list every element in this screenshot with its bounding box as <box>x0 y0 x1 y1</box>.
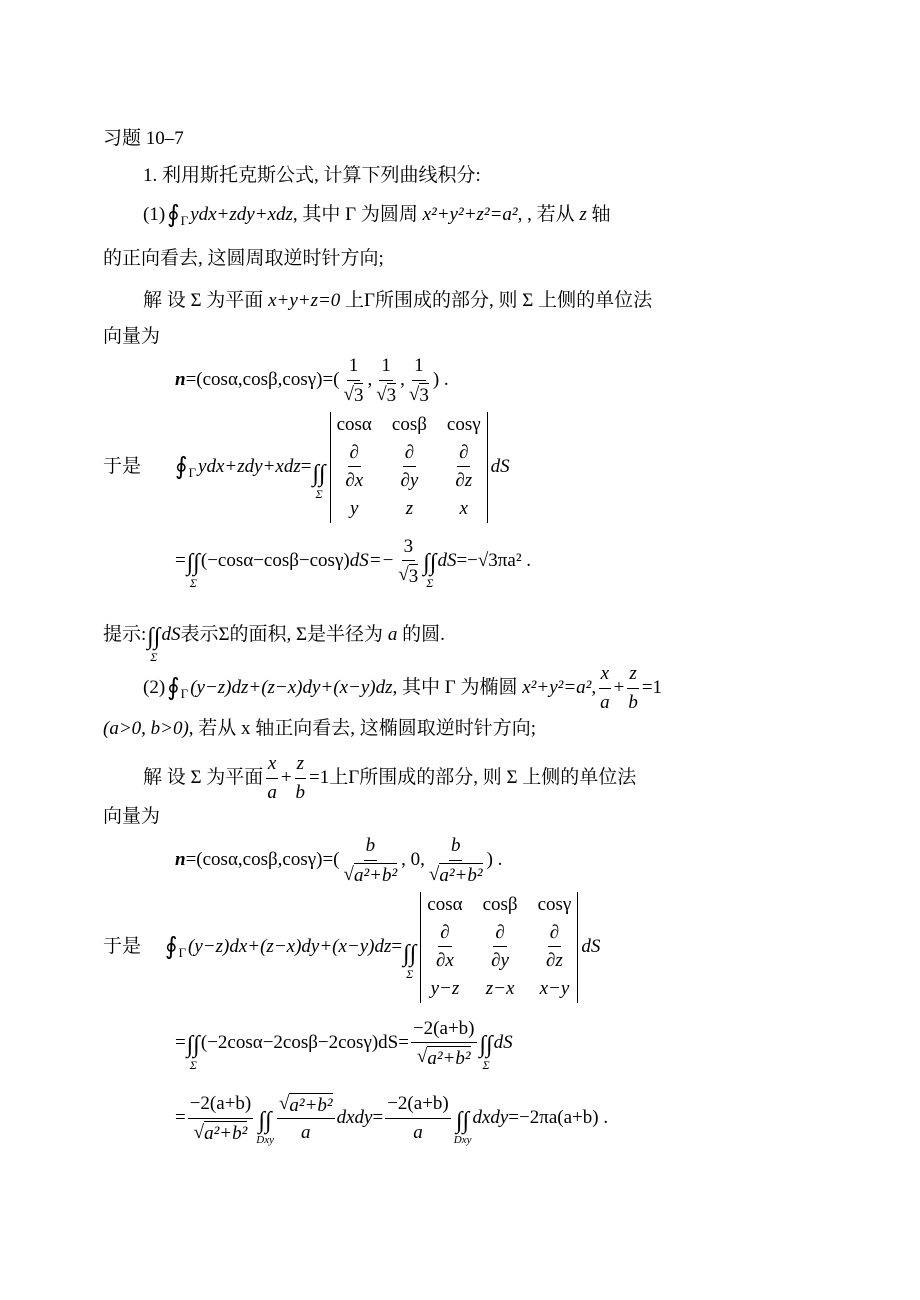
math-token: x−y <box>539 978 570 1000</box>
math-token: a²+b² <box>427 1047 471 1069</box>
dS: dS <box>490 456 510 478</box>
math-token: a²+b² <box>204 1123 248 1145</box>
solution-1 <box>143 290 652 313</box>
double-integral <box>187 550 200 591</box>
ellipse-equation: x²+y²=a², <box>522 677 597 699</box>
fraction <box>626 662 640 715</box>
integrand: (y−z)dx+(z−x)dy+(x−y)dz <box>188 936 392 958</box>
math-token: dxdy <box>472 1107 509 1129</box>
math-token: √ <box>398 564 409 586</box>
fraction <box>342 834 400 887</box>
math-token: b <box>364 834 378 861</box>
math-token: dS <box>581 936 601 958</box>
problem-2-line2 <box>103 718 536 741</box>
math-token: Γ <box>180 686 189 702</box>
math-token: Γ <box>188 465 197 481</box>
fraction <box>453 441 474 494</box>
math-group <box>427 861 485 888</box>
text: (−2cosα−2cosβ−2cosγ)dS= <box>200 1031 409 1053</box>
result-2-step1 <box>175 1014 513 1073</box>
stokes-2 <box>103 892 600 1003</box>
math-token: z <box>627 662 638 689</box>
math-token: 1 <box>379 354 393 381</box>
text: 上Γ所围成的部分, 则 Σ 上侧的单位法 <box>345 290 653 311</box>
math-token: x <box>459 498 468 520</box>
math-token: ∮ <box>167 202 180 228</box>
math-token: −2(a+b) <box>385 1092 451 1119</box>
result-2-step2 <box>175 1090 608 1148</box>
math-group <box>342 381 366 408</box>
fraction <box>427 834 485 887</box>
math-token: x <box>599 662 611 689</box>
math-token: √ <box>416 1046 428 1068</box>
integrand: (y−z)dz+(z−x)dy+(x−y)dz <box>190 677 393 699</box>
math-token: ∫∫ <box>479 1032 493 1058</box>
double-integral <box>423 550 436 591</box>
exercise-title: 习题 10–7 <box>103 128 184 149</box>
n: n <box>175 369 186 391</box>
fraction <box>544 921 565 974</box>
math-token: z <box>295 752 306 779</box>
circle-equation: x²+y²+z²=a² <box>422 203 518 225</box>
text: dS=− <box>349 549 395 571</box>
math-group <box>277 1092 335 1119</box>
math-token: , 0, <box>401 849 425 871</box>
math-token: √ <box>193 1121 205 1143</box>
math-token: =1 <box>641 677 663 699</box>
math-token: ∂x <box>436 950 454 972</box>
math-token: ∮ <box>165 934 178 961</box>
text: ) . <box>432 369 449 391</box>
text: =−√3πa² . <box>456 549 532 571</box>
fraction <box>343 441 365 494</box>
math-token: b <box>628 691 638 713</box>
determinant <box>330 412 488 523</box>
math-token: = <box>372 1107 384 1129</box>
question-1: 1. 利用斯托克斯公式, 计算下列曲线积分: <box>143 165 481 186</box>
math-token: ∂z <box>455 470 473 492</box>
math-token: z <box>405 498 414 520</box>
math-token: Γ <box>180 212 189 228</box>
double-integral <box>312 461 325 502</box>
double-integral <box>187 1032 200 1073</box>
math-token: 3 <box>386 385 397 407</box>
math-token: 1 <box>347 354 361 381</box>
math-token: Dxy <box>453 1134 472 1147</box>
math-token: a <box>301 1121 311 1143</box>
math-token: ∂ <box>438 921 451 948</box>
double-integral <box>454 1108 472 1148</box>
math-token: Σ <box>482 1058 490 1073</box>
fraction <box>265 752 279 805</box>
math-token: √ <box>343 383 354 405</box>
math-token: cosβ <box>391 414 427 435</box>
text: 轴 <box>591 203 611 225</box>
math-token: Σ <box>426 576 434 591</box>
math-token: Σ <box>150 650 158 665</box>
math-token: , <box>400 369 405 391</box>
math-token: √ <box>428 863 440 885</box>
math-token: ∂y <box>491 950 509 972</box>
math-token: a²+b² <box>289 1094 333 1116</box>
text: , 其中 Γ 为椭圆 <box>392 677 518 699</box>
text: (−cosα−cosβ−cosγ) <box>200 549 350 571</box>
math-token: =1 <box>309 767 330 789</box>
solution-2-cont: 向量为 <box>103 806 161 827</box>
normal-vector-1 <box>175 354 449 407</box>
fraction <box>374 354 398 407</box>
text: 表示Σ的面积, Σ是半径为 <box>180 623 384 645</box>
problem-number: (2) <box>143 677 166 699</box>
fraction <box>277 1092 335 1145</box>
math-token: Dxy <box>256 1134 274 1147</box>
plane-equation: x+y+z=0 <box>268 290 341 311</box>
math-token: , <box>367 369 373 391</box>
math-group <box>342 861 400 888</box>
math-token: ∫∫ <box>423 550 437 576</box>
contour-integral <box>165 934 186 960</box>
math-group <box>396 561 420 588</box>
math-token: cosα <box>427 894 463 915</box>
math-token: −2(a+b) <box>411 1017 477 1044</box>
fraction <box>434 921 456 974</box>
math-token: cosγ <box>446 414 481 435</box>
math-token: dS <box>437 549 457 571</box>
math-token: y <box>350 498 359 520</box>
fraction <box>407 354 431 407</box>
math-token: √ <box>343 863 354 885</box>
math-token: ∂z <box>546 950 563 972</box>
math-token: b <box>449 834 463 861</box>
text: , 其中 Γ 为圆周 <box>292 203 418 225</box>
math-token: ∫∫ <box>258 1108 272 1134</box>
hint <box>103 606 445 665</box>
text: =(cosα,cosβ,cosγ)=( <box>185 369 340 391</box>
math-token: ∮ <box>175 454 188 481</box>
math-group <box>407 381 431 408</box>
math-token: Γ <box>178 945 187 961</box>
math-token: b <box>295 781 306 803</box>
math-token: cosα <box>336 414 372 435</box>
math-token: ∂ <box>548 921 561 948</box>
text: 解 设 Σ 为平面 <box>143 290 264 311</box>
math-token: 3 <box>419 385 429 407</box>
double-integral <box>403 941 416 982</box>
contour-integral <box>167 202 188 228</box>
math-token: = <box>175 1107 186 1129</box>
determinant <box>420 892 578 1003</box>
contour-integral <box>167 675 188 701</box>
text: , 若从 x 轴正向看去, 这椭圆取逆时针方向; <box>188 718 537 739</box>
math-token: Σ <box>189 1058 197 1073</box>
fraction <box>398 441 420 494</box>
text: 的圆. <box>402 623 445 645</box>
math-token: a <box>387 623 398 645</box>
solution-2 <box>143 752 636 805</box>
math-token: ∫∫ <box>456 1108 470 1134</box>
normal-vector-2 <box>175 834 502 887</box>
math-token: dxdy <box>336 1107 373 1129</box>
math-token: ∫∫ <box>403 941 417 968</box>
math-group <box>192 1119 250 1146</box>
fraction <box>188 1092 254 1145</box>
math-token: Σ <box>315 487 323 502</box>
fraction <box>489 921 511 974</box>
math-token: √ <box>278 1093 290 1115</box>
contour-integral <box>175 454 196 480</box>
math-token: √ <box>376 383 387 405</box>
double-integral <box>256 1108 274 1148</box>
math-token: + <box>613 677 625 699</box>
math-token: ∂ <box>457 441 470 468</box>
math-token: ∂ <box>403 441 416 468</box>
math-token: dS <box>161 623 181 645</box>
problem-number: (1) <box>143 203 166 225</box>
result-1 <box>175 532 531 591</box>
equals: = <box>300 456 312 478</box>
problem-2-statement <box>143 662 662 715</box>
text: 于是 <box>103 456 142 478</box>
fraction <box>342 354 366 407</box>
math-token: cosβ <box>482 894 518 915</box>
text: 提示: <box>103 623 147 645</box>
var-z: z <box>579 203 587 225</box>
math-token: a²+b² <box>439 865 483 887</box>
math-token: x <box>266 752 278 779</box>
math-token: z−x <box>485 978 515 1000</box>
math-token: 3 <box>402 535 416 562</box>
fraction <box>294 752 308 805</box>
math-token: Σ <box>189 576 197 591</box>
math-token: ∫∫ <box>147 624 161 650</box>
math-token: ∮ <box>167 675 180 702</box>
fraction <box>598 662 612 715</box>
math-token: √ <box>408 383 420 405</box>
math-token: = <box>391 936 403 958</box>
text: 上Γ所围成的部分, 则 Σ 上侧的单位法 <box>329 767 637 789</box>
math-token: a <box>600 691 610 713</box>
integrand: ydx+zdy+xdz <box>198 456 301 478</box>
math-token: ∂x <box>345 470 364 492</box>
math-token: ∫∫ <box>186 1032 200 1058</box>
math-group <box>374 381 398 408</box>
math-token: ∂ <box>493 921 506 948</box>
math-token: + <box>280 767 292 789</box>
solution-1-cont: 向量为 <box>103 326 161 347</box>
math-group <box>415 1043 473 1070</box>
text: 于是 <box>103 936 142 958</box>
math-token: n <box>175 849 186 871</box>
math-token: = <box>175 549 186 571</box>
math-token: ∫∫ <box>312 461 326 488</box>
text: , , 若从 <box>517 203 575 225</box>
math-token: a <box>267 781 277 803</box>
problem-1-line2: 的正向看去, 这圆周取逆时针方向; <box>103 248 384 269</box>
math-token: y−z <box>430 978 460 1000</box>
math-token: = <box>175 1031 186 1053</box>
math-token: 3 <box>353 385 364 407</box>
math-token: a²+b² <box>353 865 398 887</box>
fraction <box>396 535 420 588</box>
math-token: 1 <box>412 354 426 381</box>
math-token: −2(a+b) <box>188 1092 254 1119</box>
math-token: dS <box>493 1031 513 1053</box>
math-token: ∫∫ <box>186 550 200 576</box>
math-token: ) . <box>486 849 503 871</box>
fraction <box>411 1017 477 1070</box>
math-token: ∂ <box>348 441 361 468</box>
condition: (a>0, b>0) <box>103 718 189 739</box>
math-token: 3 <box>408 565 419 587</box>
stokes-1 <box>103 412 510 523</box>
double-integral <box>480 1032 493 1073</box>
double-integral <box>147 624 160 665</box>
problem-1-statement <box>143 202 611 228</box>
text: =−2πa(a+b) . <box>508 1107 609 1129</box>
text: 解 设 Σ 为平面 <box>143 767 264 789</box>
math-token: cosγ <box>537 894 572 915</box>
math-token: ∂y <box>400 470 419 492</box>
text: =(cosα,cosβ,cosγ)=( <box>185 849 340 871</box>
math-token: Σ <box>406 967 414 982</box>
math-token: a <box>413 1121 423 1143</box>
fraction <box>385 1092 451 1145</box>
integrand: ydx+zdy+xdz <box>190 203 293 225</box>
